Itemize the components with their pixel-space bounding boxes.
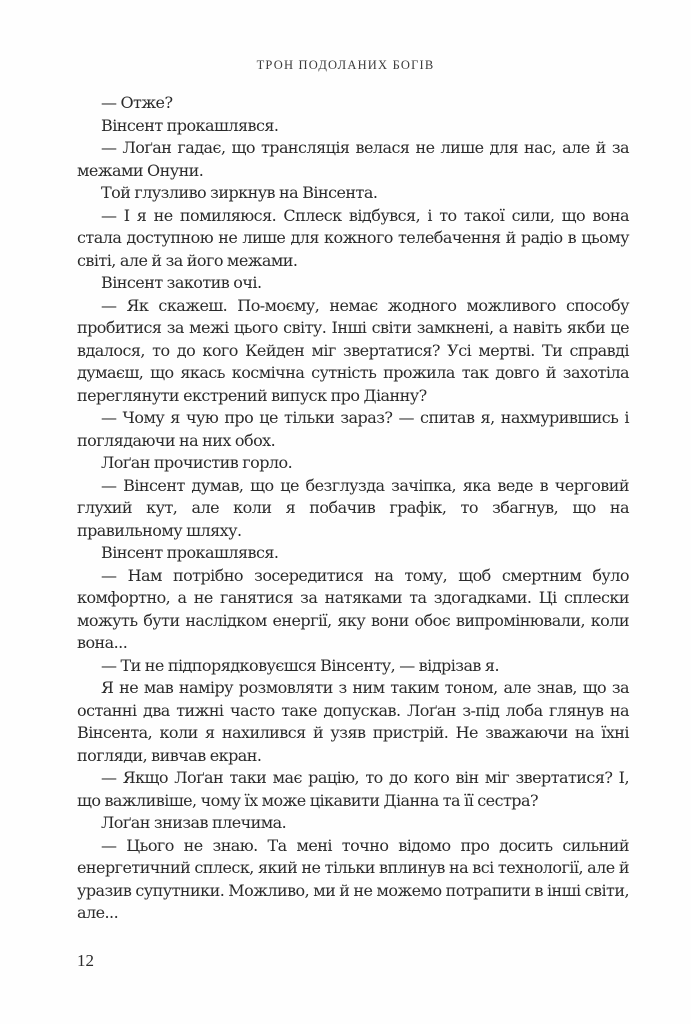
paragraph: Вінсент закотив очі. — [101, 273, 262, 292]
paragraph: — Вінсент думав, що це безглузда зачіпка, яка веде в черговий глухий кут, але коли я побачив графік, то збагнув, що на правильному шляху. — [77, 475, 629, 540]
paragraph: — Нам потрібно зосередитися на тому, щоб смертним було комфортно, а не ганятися за натяками та здогадками. Ці сплески можуть бути наслідком енергії, яку вони обоє випромінювали, коли вона... — [77, 565, 629, 652]
paragraph: Лоґан знизав плечима. — [101, 813, 287, 832]
paragraph: — Лоґан гадає, що трансляція велася не лише для нас, але й за межами Онуни. — [77, 138, 629, 180]
paragraph: — Якщо Лоґан таки має рацію, то до кого він міг звертатися? І, що важливіше, чому їх може цікавити Діанна та її сестра? — [77, 768, 629, 810]
paragraph: — Ти не підпорядковуєшся Вінсенту, — відрізав я. — [101, 655, 500, 675]
paragraph: Вінсент прокашлявся. — [101, 543, 279, 562]
paragraph: — Як скажеш. По-моєму, немає жодного можливого способу пробитися за межі цього світу. Інші світи замкнені, а навіть якби це вдалося, то до кого Кейден міг звертатися? Усі мертві. Ти справді думаєш, що якась космічна сутність прожила так довго й захотіла переглянути екстрений випуск про Діанну? — [77, 295, 629, 405]
paragraph: — Цього не знаю. Та мені точно відомо про досить сильний енергетичний сплеск, який не тільки вплинув на всі технології, але й уразив супутники. Можливо, ми й не можемо потрапити в інші світи, але... — [77, 835, 629, 922]
paragraph: Лоґан прочистив горло. — [101, 453, 293, 472]
paragraph: Вінсент прокашлявся. — [101, 115, 279, 135]
paragraph: — І я не помиляюся. Сплеск відбувся, і то такої сили, що вона стала доступною не лише для кожного телебачення й радіо в цьому світі, але й за його межами. — [77, 205, 629, 270]
running-head: ТРОН ПОДОЛАНИХ БОГІВ — [256, 58, 435, 72]
paragraph: — Чому я чую про це тільки зараз? — спитав я, нахмурившись і поглядаючи на них обох. — [77, 408, 629, 450]
body-text — [77, 92, 629, 925]
paragraph: Я не мав наміру розмовляти з ним таким тоном, але знав, що за останні два тижні часто таке допускав. Лоґан з-під лоба глянув на Вінсента, коли я нахилився й узяв пристрій. Не зважаючи на їхні погляди, вивчав екран. — [77, 678, 629, 765]
paragraph: — Отже? — [101, 93, 173, 112]
page-number: 12 — [77, 951, 94, 970]
paragraph: Той глузливо зиркнув на Вінсента. — [101, 183, 378, 202]
